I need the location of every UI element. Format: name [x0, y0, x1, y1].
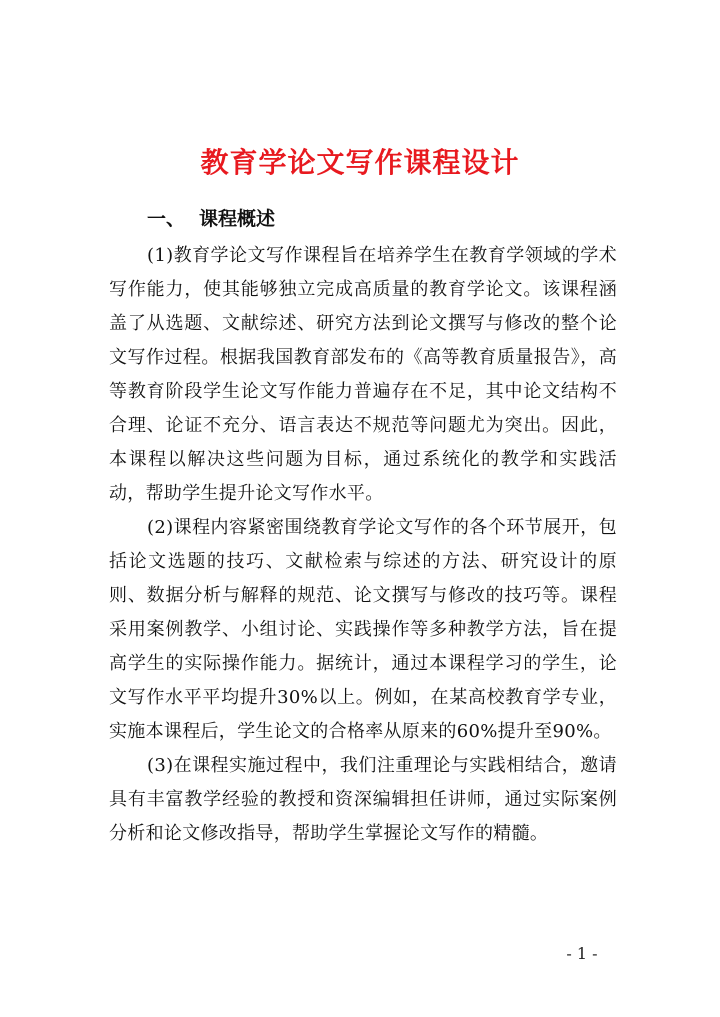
section-heading-text: 课程概述: [199, 208, 276, 230]
page-number: - 1 -: [566, 944, 598, 963]
paragraph-2: (2)课程内容紧密围绕教育学论文写作的各个环节展开，包括论文选题的技巧、文献检索与综述的方法、研究设计的原则、数据分析与解释的规范、论文撰写与修改的技巧等。课程采用案例教学、小组讨论、实践操作等多种教学方法，旨在提高学生的实际操作能力。据统计，通过本课程学习的学生，论文写作水平平均提升30%以上。例如，在某高校教育学专业，实施本课程后，学生论文的合格率从原来的60%提升至90%。: [109, 517, 617, 742]
paragraph-3: (3)在课程实施过程中，我们注重理论与实践相结合，邀请具有丰富教学经验的教授和资深编辑担任讲师，通过实际案例分析和论文修改指导，帮助学生掌握论文写作的精髓。: [109, 755, 617, 844]
paragraph-1: (1)教育学论文写作课程旨在培养学生在教育学领域的学术写作能力，使其能够独立完成高质量的教育学论文。该课程涵盖了从选题、文献综述、研究方法到论文撰写与修改的整个论文写作过程。根据我国教育部发布的《高等教育质量报告》，高等教育阶段学生论文写作能力普遍存在不足，其中论文结构不合理、论证不充分、语言表达不规范等问题尤为突出。因此，本课程以解决这些问题为目标，通过系统化的教学和实践活动，帮助学生提升论文写作水平。: [109, 245, 617, 504]
section-number: 一、: [147, 208, 186, 230]
page-title: 教育学论文写作课程设计: [200, 145, 520, 179]
document-body: [109, 239, 617, 851]
section-heading: [147, 204, 275, 234]
